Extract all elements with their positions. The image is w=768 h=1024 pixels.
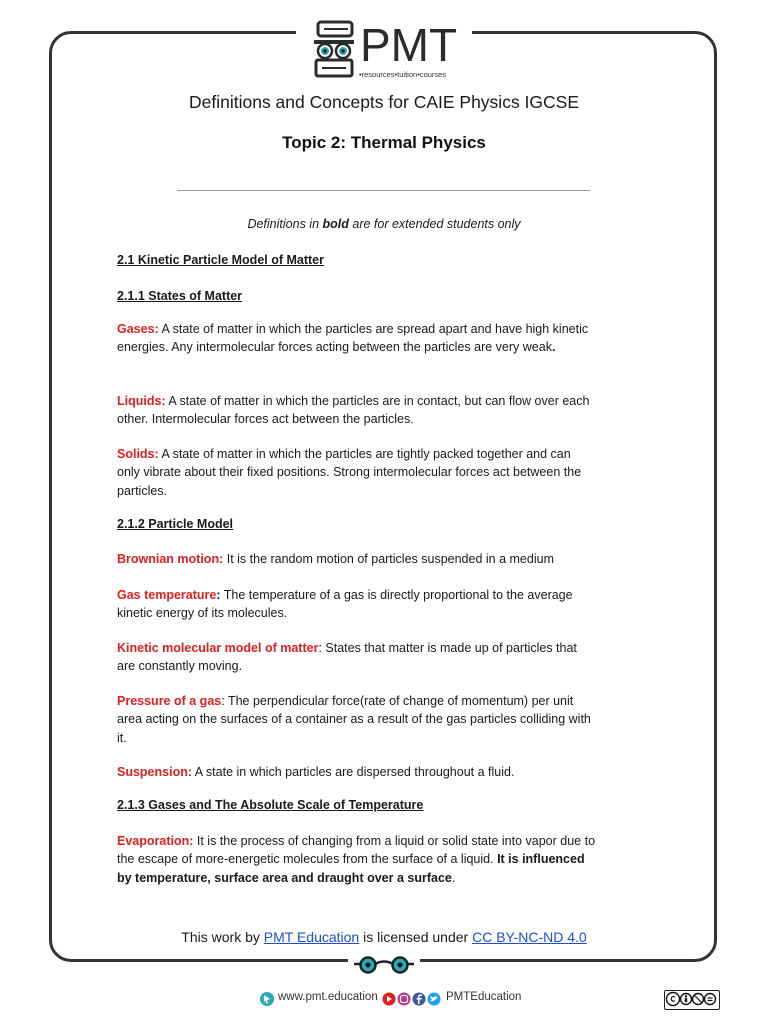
license-line: This work by PMT Education is licensed under CC BY-NC-ND 4.0 bbox=[181, 929, 587, 945]
document-title: Definitions and Concepts for CAIE Physics IGCSE bbox=[188, 92, 580, 112]
definition-suspension: Suspension: A state in which particles are dispersed throughout a fluid. bbox=[117, 765, 515, 779]
pmt-logo bbox=[304, 14, 464, 84]
glasses-icon bbox=[354, 956, 414, 974]
section-heading-2-1: 2.1 Kinetic Particle Model of Matter bbox=[117, 253, 324, 267]
section-heading-2-1-2: 2.1.2 Particle Model bbox=[117, 517, 234, 531]
term-solids: Solids: bbox=[117, 447, 159, 461]
social-handle: PMTEducation bbox=[446, 991, 522, 1003]
books-glasses-icon bbox=[310, 20, 358, 80]
definition-liquids: Liquids: A state of matter in which the particles are in contact, but can flow over each other. Intermolecular forces act between the particles. bbox=[117, 394, 590, 427]
term-suspension: Suspension: bbox=[117, 765, 193, 779]
definition-gases: Gases: A state of matter in which the particles are spread apart and have high kinetic energies. Any intermolecular forces acting between the particles are very weak. bbox=[117, 322, 589, 355]
definition-solids: Solids: A state of matter in which the particles are tightly packed together and can only vibrate about their fixed positions. Strong intermolecular forces act between the particles. bbox=[117, 447, 582, 498]
term-gas-temperature: Gas temperature bbox=[117, 588, 217, 602]
term-brownian-motion: Brownian motion: bbox=[117, 552, 224, 566]
definition-pressure-of-gas: Pressure of a gas: The perpendicular force(rate of change of momentum) per unit area acting on the surfaces of a container as a result of the gas particles colliding with it. bbox=[117, 694, 591, 745]
pmt-education-link[interactable]: PMT Education bbox=[263, 929, 360, 945]
section-heading-2-1-1: 2.1.1 States of Matter bbox=[117, 289, 243, 303]
topic-title: Topic 2: Thermal Physics bbox=[282, 133, 486, 152]
definition-kinetic-molecular-model: Kinetic molecular model of matter: States that matter is made up of particles that are constantly moving. bbox=[117, 641, 577, 674]
divider bbox=[177, 190, 590, 191]
term-gases: Gases: bbox=[117, 322, 159, 336]
extended-note: Definitions in bold are for extended students only bbox=[247, 217, 521, 231]
cc-by-nc-nd-icon bbox=[665, 991, 718, 1008]
cc-license-badge bbox=[664, 990, 720, 1010]
definition-brownian-motion: Brownian motion: It is the random motion of particles suspended in a medium bbox=[117, 552, 554, 566]
logo-wordmark: PMT bbox=[360, 19, 458, 71]
definition-evaporation: Evaporation: It is the process of changing from a liquid or solid state into vapor due to the escape of more-energetic molecules from the surface of a liquid. It is influenced by temperature, surface area and draught over a surface. bbox=[117, 834, 596, 885]
definition-gas-temperature: Gas temperature: The temperature of a gas is directly proportional to the average kinetic energy of its molecules. bbox=[117, 588, 573, 621]
term-kinetic-molecular-model: Kinetic molecular model of matter bbox=[117, 641, 319, 655]
term-liquids: Liquids: bbox=[117, 394, 166, 408]
section-heading-2-1-3: 2.1.3 Gases and The Absolute Scale of Temperature bbox=[117, 798, 424, 812]
logo-tagline: •resources•tuition•courses bbox=[359, 70, 447, 79]
term-evaporation: Evaporation: bbox=[117, 834, 194, 848]
term-pressure-of-gas: Pressure of a gas bbox=[117, 694, 222, 708]
instagram-icon bbox=[398, 993, 411, 1006]
cursor-icon bbox=[260, 992, 274, 1006]
website-link[interactable]: www.pmt.education bbox=[278, 991, 378, 1003]
cc-license-link[interactable]: CC BY-NC-ND 4.0 bbox=[472, 929, 587, 945]
